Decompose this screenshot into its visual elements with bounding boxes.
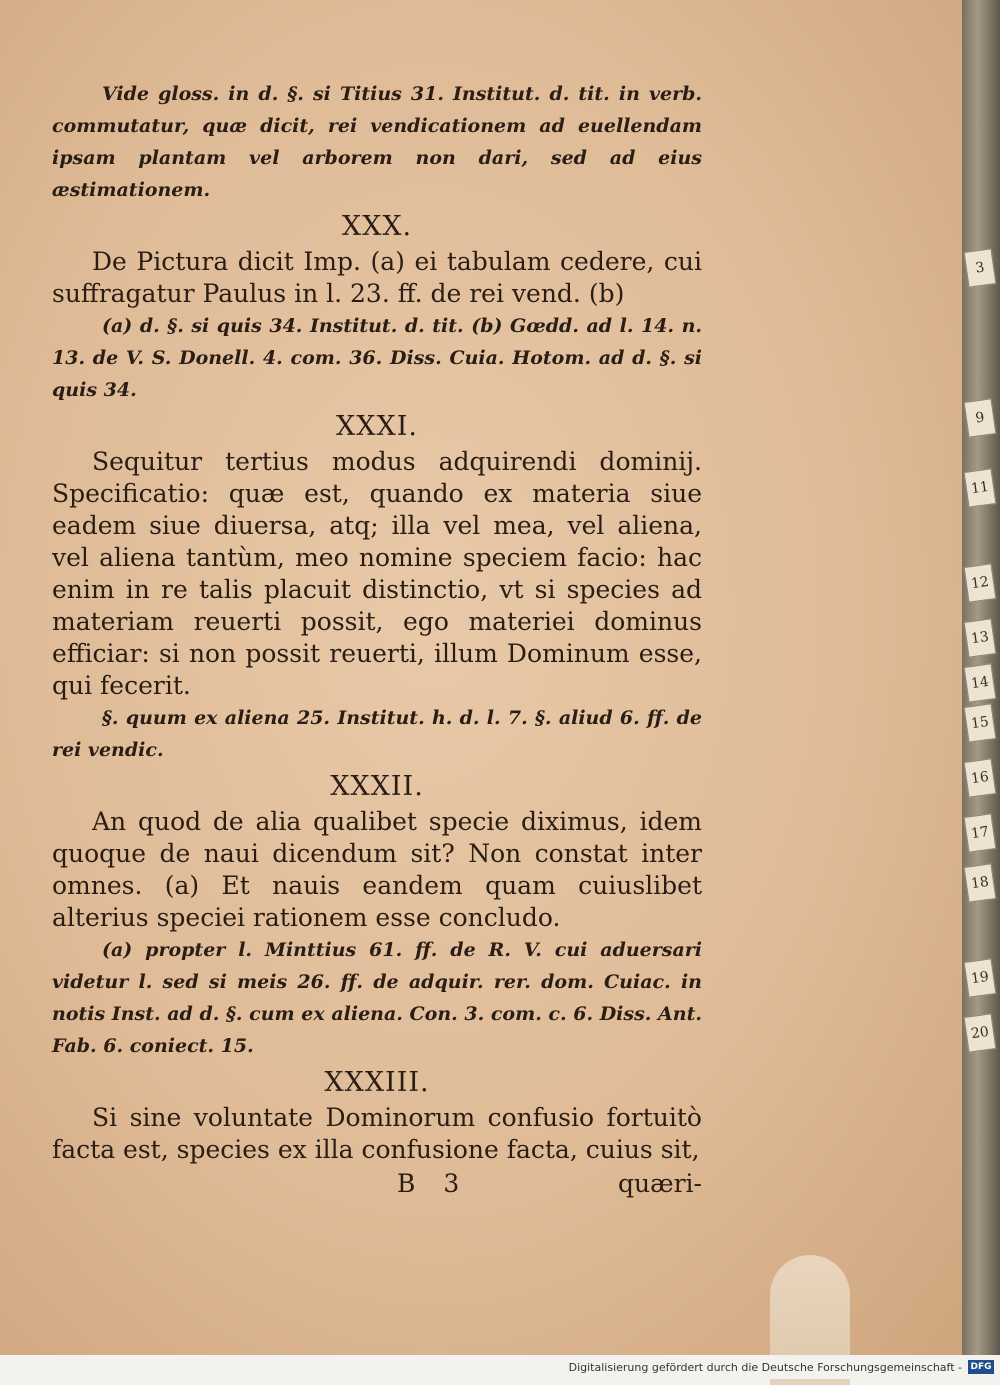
section-text-xxx: De Pictura dicit Imp. (a) ei tabulam cedere, cui suffragatur Paulus in l. 23. ff. de rei vend. (b) <box>52 247 702 308</box>
page-edge-tabs <box>962 0 1000 1355</box>
footnote-vide-gloss: Vide gloss. in d. §. si Titius 31. Institut. d. tit. in verb. commutatur, quæ dicit, rei vendicationem ad euellendam ipsam plantam vel arborem non dari, sed ad eius æstimationem. <box>52 83 702 201</box>
edge-tab: 9 <box>964 398 997 438</box>
digitization-credit-bar <box>0 1355 1000 1379</box>
edge-tab: 13 <box>964 618 997 658</box>
signature-mark: B 3 <box>397 1169 470 1198</box>
edge-tab: 11 <box>964 468 997 508</box>
credit-text: Digitalisierung gefördert durch die Deutsche Forschungsgemeinschaft - <box>568 1360 962 1374</box>
section-heading-xxxi: XXXI. <box>336 411 418 442</box>
catchword: quæri- <box>618 1169 702 1198</box>
section-text-xxxii: An quod de alia qualibet specie diximus, idem quoque de naui dicendum sit? Non constat inter omnes. (a) Et nauis eandem quam cuiuslibet alterius speciei rationem esse concludo. <box>52 807 702 932</box>
page-text <box>52 78 702 1200</box>
footnote-xxxi: §. quum ex aliena 25. Institut. h. d. l. 7. §. aliud 6. ff. de rei vendic. <box>52 707 702 761</box>
dfg-logo-icon: DFG <box>968 1360 994 1374</box>
edge-tab: 20 <box>964 1013 997 1053</box>
section-heading-xxxiii: XXXIII. <box>324 1067 430 1098</box>
section-text-xxxi: Sequitur tertius modus adquirendi dominij. Specificatio: quæ est, quando ex materia siue eadem siue diuersa, atq; illa vel mea, vel aliena, vel aliena tantùm, meo nomine speciem facio: hac enim in re talis placuit distinctio, vt si species ad materiam reuerti possit, ego materiei dominus efficiar: si non possit reuerti, illum Dominum esse, qui fecerit. <box>52 447 702 700</box>
footnote-xxxii: (a) propter l. Minttius 61. ff. de R. V. cui aduersari videtur l. sed si meis 26. ff. de adquir. rer. dom. Cuiac. in notis Inst. ad d. §. cum ex aliena. Con. 3. com. c. 6. Diss. Ant. Fab. 6. coniect. 15. <box>52 939 702 1057</box>
edge-tab: 19 <box>964 958 997 998</box>
page-footer <box>52 1168 702 1200</box>
edge-tab: 18 <box>964 863 997 903</box>
edge-tab: 15 <box>964 703 997 743</box>
edge-tab: 3 <box>964 248 997 288</box>
section-heading-xxx: XXX. <box>341 211 413 242</box>
edge-tab: 16 <box>964 758 997 798</box>
footnote-xxx: (a) d. §. si quis 34. Institut. d. tit. (b) Gœdd. ad l. 14. n. 13. de V. S. Donell. 4. com. 36. Diss. Cuia. Hotom. ad d. §. si quis 34. <box>52 315 702 401</box>
edge-tab: 12 <box>964 563 997 603</box>
section-heading-xxxii: XXXII. <box>330 771 424 802</box>
edge-tab: 14 <box>964 663 997 703</box>
section-text-xxxiii: Si sine voluntate Dominorum confusio fortuitò facta est, species ex illa confusione facta, cuius sit, <box>52 1103 702 1164</box>
edge-tab: 17 <box>964 813 997 853</box>
